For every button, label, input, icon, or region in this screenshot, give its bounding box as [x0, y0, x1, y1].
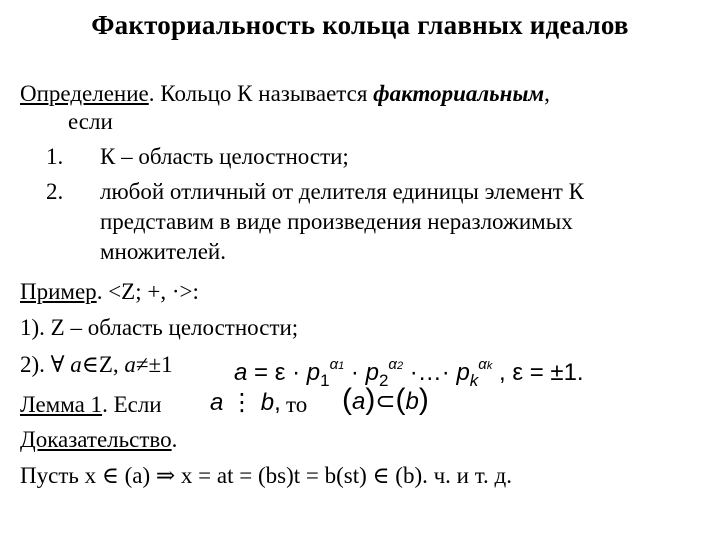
proof-label: Доказательство	[20, 427, 172, 452]
lemma-condition: a ⋮ b,	[210, 389, 281, 416]
definition-text-after: ,	[544, 81, 550, 106]
definition-line	[20, 80, 550, 107]
definition-term: факториальным	[373, 81, 545, 106]
lemma-then: то	[286, 392, 308, 417]
example-text: . <Z; +, ·>:	[96, 279, 199, 304]
example-label: Пример	[20, 279, 97, 304]
list-item-2-line-2: представим в виде произведения неразложимых	[100, 209, 573, 234]
lemma-label: Лемма 1	[20, 392, 103, 417]
lemma-line	[20, 391, 162, 418]
definition-if: если	[68, 109, 113, 134]
list-item-2-line-1: любой отличный от делителя единицы элемент К	[100, 179, 584, 204]
list-number-2: 2.	[46, 179, 64, 204]
example-line	[20, 278, 199, 305]
proof-text: Пусть x ∈ (a) ⇒ x = at = (bs)t = b(st) ∈ (b). ч. и т. д.	[20, 463, 513, 488]
lemma-conclusion: (a)⊂(b)	[342, 383, 429, 416]
factorization-formula: $a = \varepsilon \cdot p_1^{\alpha 1} \cdot p_2^{\alpha 2}$ ·…· $p_k^{\alpha k}$ , ε = ±1.	[234, 356, 584, 390]
list-number-1: 1.	[46, 144, 64, 169]
list-item-2-line-3: множителей.	[100, 239, 226, 264]
list-item-1: К – область целостности;	[100, 144, 349, 169]
proof-line: Доказательство.	[20, 427, 178, 452]
definition-label: Определение	[20, 81, 149, 106]
lemma-text: . Если	[102, 392, 162, 417]
example-item-2: 2). ∀ a∈Z, a≠±1	[20, 352, 173, 377]
example-item-1: 1). Z – область целостности;	[20, 315, 299, 340]
slide-title: Факториальность кольца главных идеалов	[91, 10, 629, 40]
definition-text: . Кольцо К называется	[148, 81, 374, 106]
